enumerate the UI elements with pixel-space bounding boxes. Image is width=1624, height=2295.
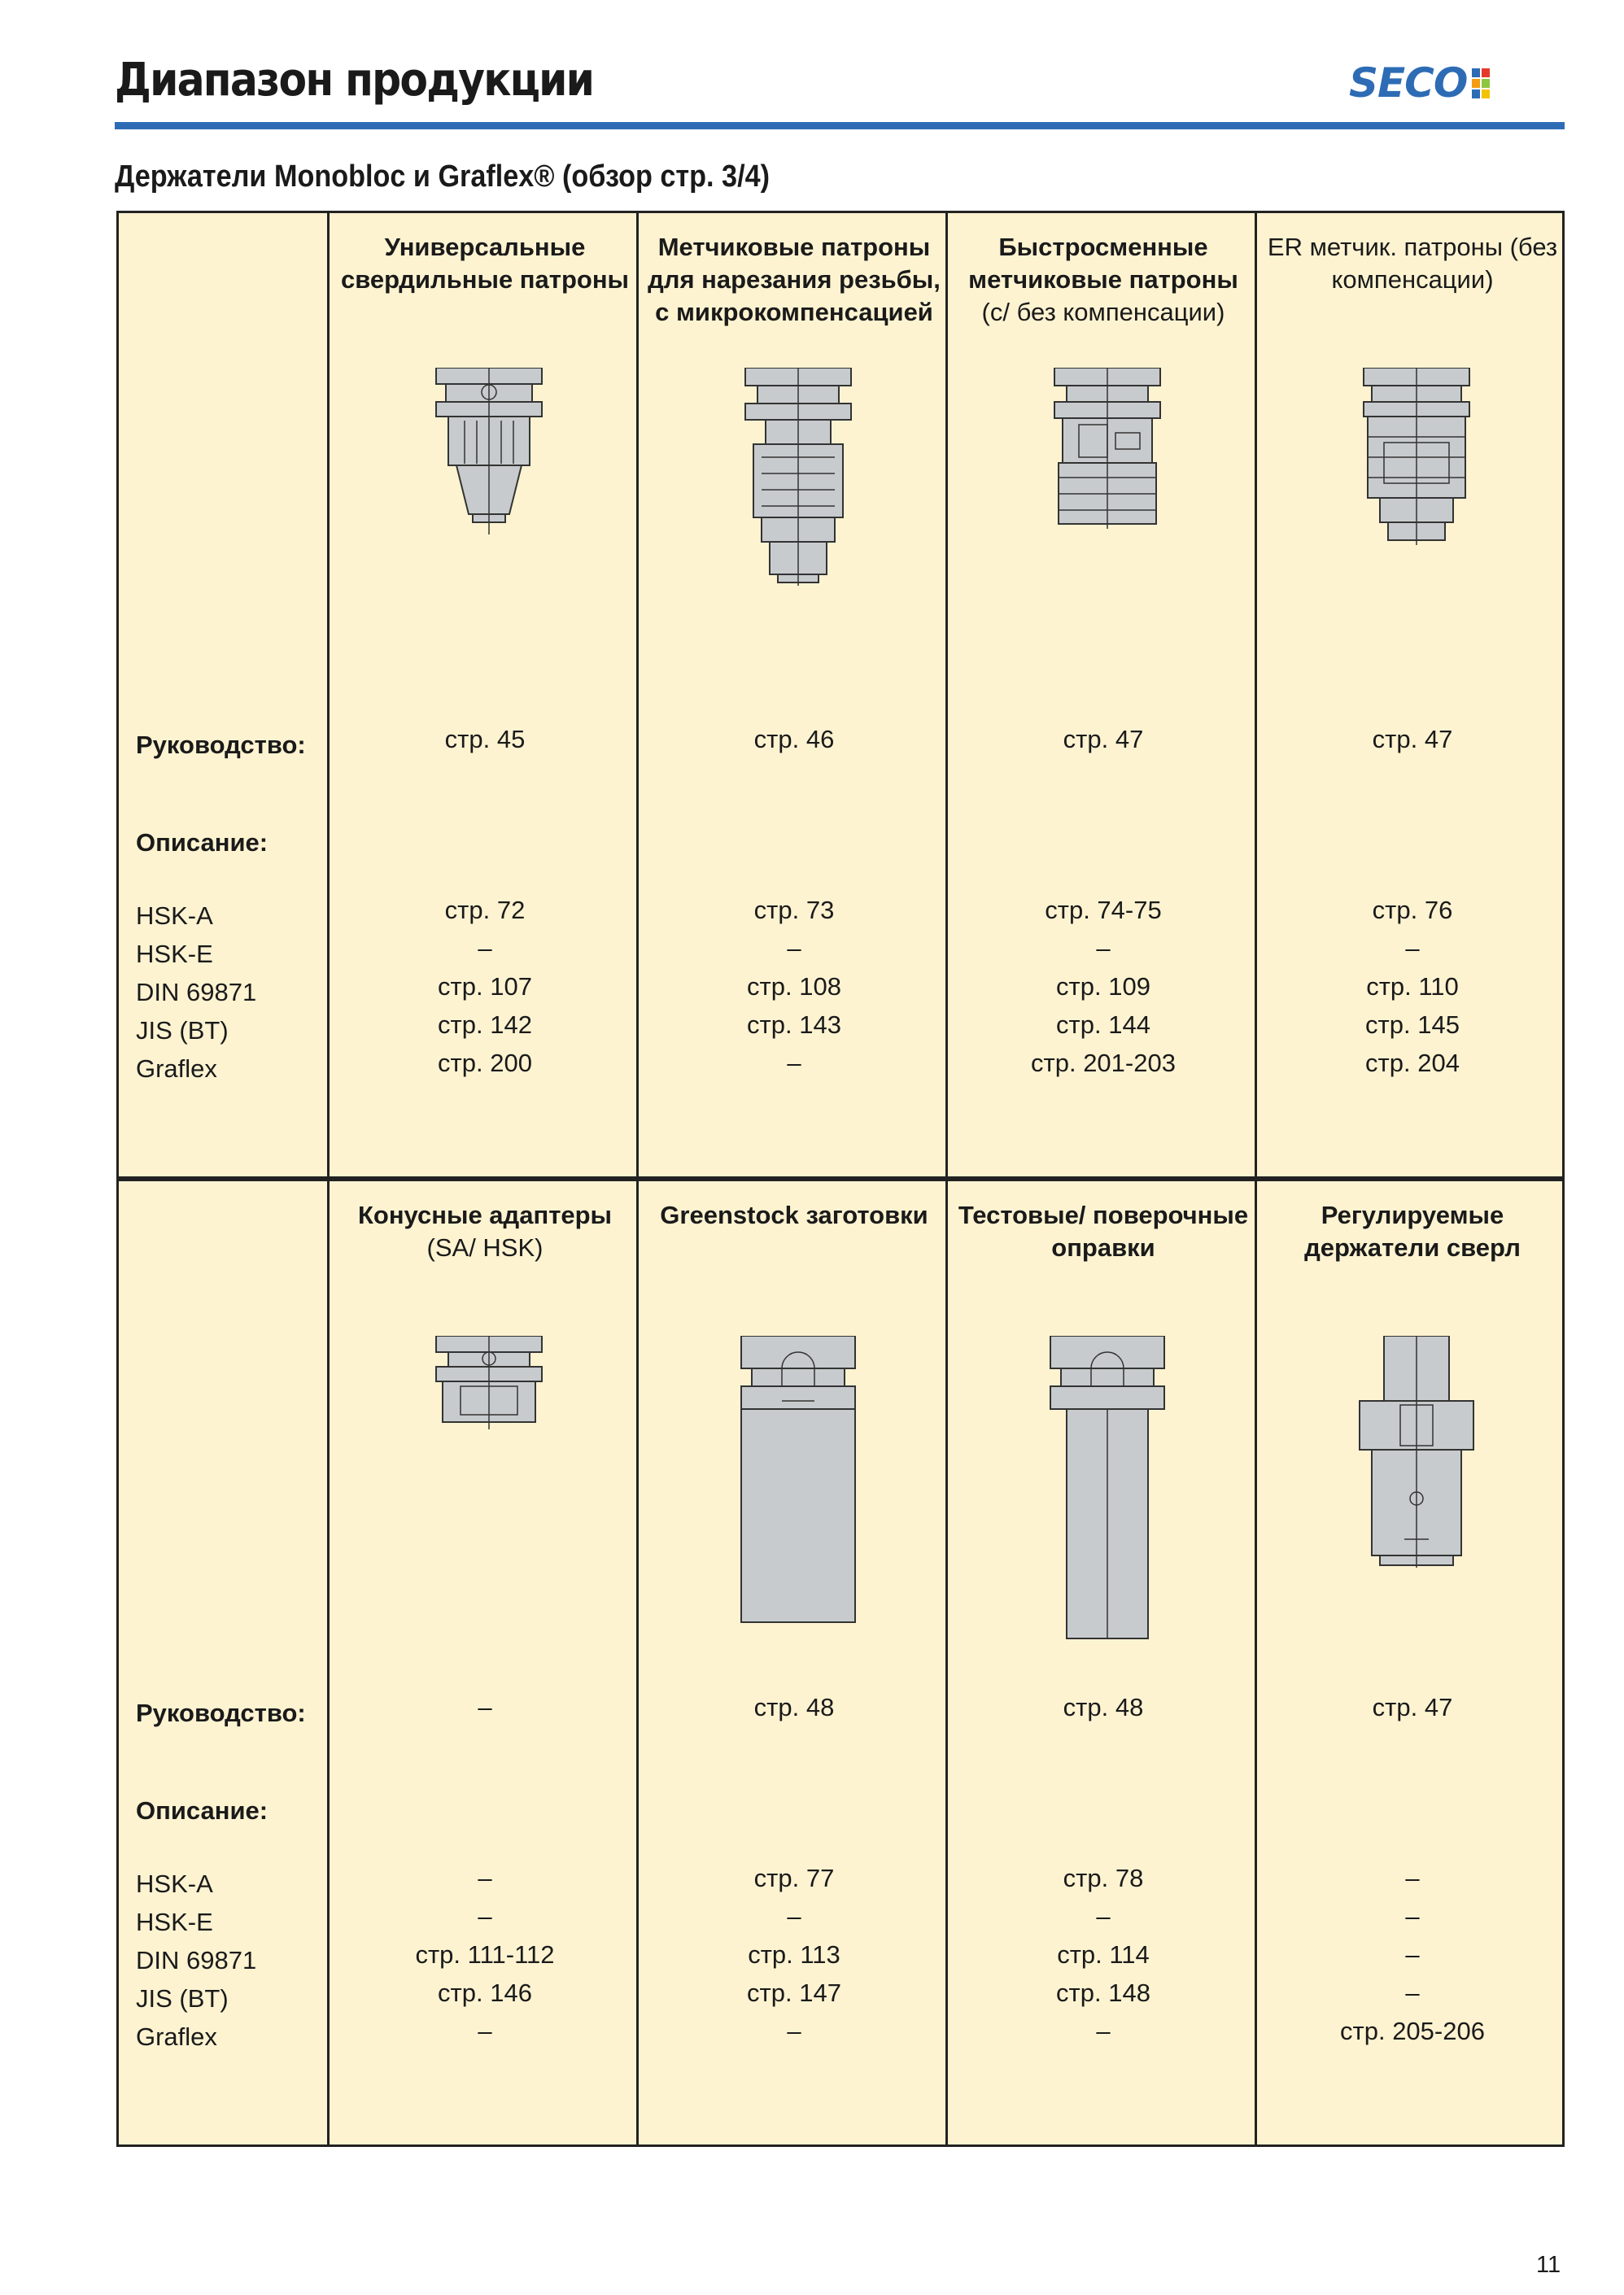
logo-square bbox=[1472, 89, 1480, 98]
cell-hsk-e: – bbox=[787, 934, 801, 962]
cell-hsk-a: стр. 74-75 bbox=[1045, 896, 1162, 924]
column-divider bbox=[327, 213, 330, 1176]
cell-guide: стр. 45 bbox=[444, 725, 526, 753]
product-title: Greenstock заготовки bbox=[660, 1201, 928, 1229]
page-title: Диапазон продукции bbox=[115, 54, 594, 107]
cell-din: стр. 114 bbox=[1057, 1940, 1150, 1969]
product-title: Метчиковые патроны для нарезания резьбы, с микрокомпенсацией bbox=[648, 233, 941, 326]
cell-hsk-a: стр. 76 bbox=[1372, 896, 1453, 924]
logo-square bbox=[1472, 68, 1480, 77]
row-label-guide: Руководство: bbox=[136, 731, 306, 759]
adjustable-drill-holder-icon bbox=[1356, 1336, 1478, 1572]
cell-hsk-e: – bbox=[1405, 1902, 1420, 1931]
row-label-guide: Руководство: bbox=[136, 1699, 306, 1727]
cell-hsk-a: – bbox=[478, 1864, 492, 1892]
cell-hsk-e: – bbox=[1096, 1902, 1111, 1931]
cell-jis: стр. 142 bbox=[438, 1010, 532, 1039]
cell-din: стр. 111-112 bbox=[415, 1940, 555, 1969]
drill-chuck-icon bbox=[428, 368, 550, 539]
column-divider bbox=[327, 1181, 330, 2144]
row-label-hsk-e: HSK-E bbox=[136, 940, 213, 968]
cell-din: стр. 109 bbox=[1056, 972, 1150, 1001]
row-label-description: Описание: bbox=[136, 828, 268, 857]
cell-graflex: стр. 200 bbox=[438, 1049, 532, 1077]
cell-jis: стр. 147 bbox=[747, 1979, 841, 2007]
section-subtitle: Держатели Monobloc и Graflex® (обзор стр. 3/4) bbox=[115, 159, 770, 194]
cell-jis: стр. 144 bbox=[1056, 1010, 1150, 1039]
cell-jis: стр. 145 bbox=[1365, 1010, 1460, 1039]
cell-hsk-e: – bbox=[787, 1902, 801, 1931]
cell-guide: стр. 47 bbox=[1372, 725, 1453, 753]
row-label-graflex: Graflex bbox=[136, 1054, 217, 1083]
cell-din: стр. 108 bbox=[747, 972, 841, 1001]
product-title: Универсальные свердильные патроны bbox=[340, 233, 630, 294]
row-label-din: DIN 69871 bbox=[136, 978, 257, 1006]
cell-din: стр. 107 bbox=[438, 972, 532, 1001]
cell-hsk-e: – bbox=[478, 1902, 492, 1931]
logo-color-squares bbox=[1472, 68, 1490, 98]
cell-guide: стр. 47 bbox=[1063, 725, 1144, 753]
cell-guide: стр. 47 bbox=[1372, 1693, 1453, 1721]
seco-logo bbox=[1349, 60, 1490, 106]
row-label-description: Описание: bbox=[136, 1796, 268, 1825]
row-label-hsk-a: HSK-A bbox=[136, 901, 213, 930]
cell-din: стр. 113 bbox=[748, 1940, 840, 1969]
cell-graflex: – bbox=[787, 1049, 801, 1077]
logo-square bbox=[1482, 89, 1490, 98]
product-header bbox=[1262, 231, 1563, 296]
cell-hsk-a: стр. 77 bbox=[753, 1864, 835, 1892]
cell-hsk-a: – bbox=[1405, 1864, 1420, 1892]
cell-guide: стр. 46 bbox=[753, 725, 835, 753]
cell-guide: стр. 48 bbox=[1063, 1693, 1144, 1721]
product-table-block-1 bbox=[116, 211, 1565, 1179]
cell-jis: стр. 146 bbox=[438, 1979, 532, 2007]
row-label-din: DIN 69871 bbox=[136, 1946, 257, 1974]
product-header bbox=[334, 231, 635, 296]
cell-graflex: стр. 201-203 bbox=[1031, 1049, 1176, 1077]
cell-hsk-a: стр. 78 bbox=[1063, 1864, 1144, 1892]
cell-graflex: – bbox=[478, 2017, 492, 2045]
cell-din: – bbox=[1405, 1940, 1420, 1969]
product-header bbox=[644, 231, 945, 329]
cell-jis: стр. 143 bbox=[747, 1010, 841, 1039]
product-title: Быстросменные метчиковые патроны bbox=[968, 233, 1238, 294]
logo-square bbox=[1472, 79, 1480, 88]
test-arbor-icon bbox=[1046, 1336, 1168, 1645]
page-number: 11 bbox=[1536, 2252, 1561, 2278]
product-subtitle: (SA/ HSK) bbox=[426, 1233, 544, 1262]
cell-jis: – bbox=[1405, 1979, 1420, 2007]
product-header bbox=[953, 231, 1254, 329]
product-table-block-2 bbox=[116, 1179, 1565, 2147]
cell-hsk-a: стр. 72 bbox=[444, 896, 526, 924]
cell-hsk-e: – bbox=[1096, 934, 1111, 962]
product-title: Конусные адаптеры bbox=[357, 1201, 613, 1229]
row-label-jis: JIS (BT) bbox=[136, 1016, 229, 1045]
cell-graflex: – bbox=[787, 2017, 801, 2045]
product-header bbox=[953, 1199, 1254, 1264]
product-title: Тестовые/ поверочные оправки bbox=[958, 1201, 1249, 1262]
cell-hsk-e: – bbox=[478, 934, 492, 962]
cell-jis: стр. 148 bbox=[1056, 1979, 1150, 2007]
product-header bbox=[644, 1199, 945, 1232]
cell-hsk-a: стр. 73 bbox=[753, 896, 835, 924]
cell-graflex: – bbox=[1096, 2017, 1111, 2045]
product-header bbox=[1262, 1199, 1563, 1264]
cell-graflex: стр. 204 bbox=[1365, 1049, 1460, 1077]
row-label-jis: JIS (BT) bbox=[136, 1984, 229, 2013]
row-label-hsk-e: HSK-E bbox=[136, 1908, 213, 1936]
product-header bbox=[334, 1199, 635, 1264]
cell-guide: стр. 48 bbox=[753, 1693, 835, 1721]
row-label-hsk-a: HSK-A bbox=[136, 1870, 213, 1898]
cell-guide: – bbox=[478, 1693, 492, 1721]
product-title: Регулируемые держатели сверл bbox=[1304, 1201, 1521, 1262]
greenstock-blank-icon bbox=[737, 1336, 859, 1629]
product-subtitle: (с/ без компенсации) bbox=[981, 298, 1225, 326]
er-tap-chuck-icon bbox=[1356, 368, 1478, 547]
header-rule bbox=[115, 122, 1565, 129]
quick-change-chuck-icon bbox=[1046, 368, 1168, 530]
cell-hsk-e: – bbox=[1405, 934, 1420, 962]
logo-square bbox=[1482, 68, 1490, 77]
logo-text: SECO bbox=[1349, 59, 1468, 107]
product-subtitle: ER метчик. патроны (без компенсации) bbox=[1267, 233, 1558, 294]
cell-graflex: стр. 205-206 bbox=[1340, 2017, 1485, 2045]
cell-din: стр. 110 bbox=[1366, 972, 1459, 1001]
row-label-graflex: Graflex bbox=[136, 2022, 217, 2051]
tap-chuck-icon bbox=[737, 368, 859, 587]
taper-adapter-icon bbox=[428, 1336, 550, 1433]
logo-square bbox=[1482, 79, 1490, 88]
